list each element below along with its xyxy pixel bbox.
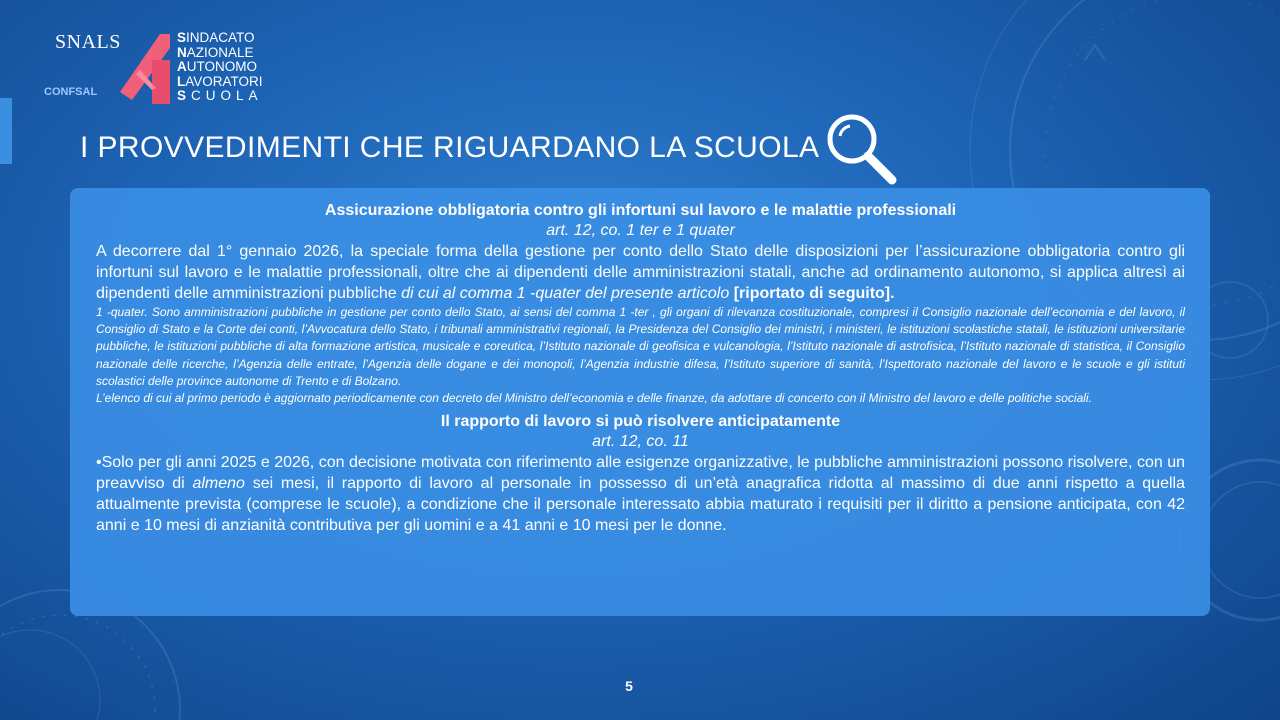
page-number: 5 bbox=[625, 678, 633, 694]
snals-logo bbox=[40, 28, 290, 108]
content-panel bbox=[70, 188, 1210, 616]
logo-word-3: AUTONOMO bbox=[177, 59, 257, 75]
section1-body: A decorrere dal 1° gennaio 2026, la speciale forma della gestione per conto dello Stato delle disposizioni per l’assicurazione obbligatoria contro gli infortuni sul lavoro e le malattie professionali, oltre che ai dipendenti delle amministrazioni statali, anche ad ordinamento autonomo, si applica altresì ai dipendenti delle amministrazioni pubbliche di cui al comma 1 -quater del presente articolo [riportato di seguito]. bbox=[96, 243, 1185, 302]
section2-heading: Il rapporto di lavoro si può risolvere anticipatamente bbox=[440, 413, 841, 431]
section2-reference: art. 12, co. 11 bbox=[592, 433, 689, 451]
logo-snals-text: SNALS bbox=[55, 31, 121, 53]
magnifier-icon bbox=[822, 110, 898, 186]
snals-logo-mark-icon bbox=[112, 30, 180, 106]
section1-quote-update: L’elenco di cui al primo periodo è aggiornato periodicamente con decreto del Ministro dell’economia e delle finanze, da adottare di concerto con il Ministro del lavoro e delle politiche sociali. bbox=[96, 391, 1092, 406]
left-accent-bar bbox=[0, 98, 12, 164]
logo-word-2: NAZIONALE bbox=[177, 44, 254, 60]
logo-acronym-words bbox=[177, 31, 263, 104]
slide-title: I PROVVEDIMENTI CHE RIGUARDANO LA SCUOLA bbox=[80, 131, 820, 164]
logo-confsal-text: CONFSAL bbox=[44, 86, 98, 98]
section1-reference: art. 12, co. 1 ter e 1 quater bbox=[546, 222, 735, 239]
logo-word-1: SINDACATO bbox=[177, 30, 255, 45]
logo-word-4: LAVORATORI bbox=[177, 73, 263, 89]
section1-quote-list: 1 -quater. Sono amministrazioni pubbliche in gestione per conto dello Stato, ai sensi del comma 1 -ter , gli organi di rilevanza costituzionale, compresi il Consiglio nazionale dell’economia e del lavoro, il Consiglio di Stato e la Corte dei conti, l’Avvocatura dello Stato, i tribunali amministrativi regionali, la Presidenza del Consiglio dei ministri, i ministeri, le istituzioni scolastiche statali, le istituzioni universitarie pubbliche, le istituzioni pubbliche di alta formazione artistica, musicale e coreutica, l’Istituto nazionale di geofisica e vulcanologia, l’Istituto nazionale di astrofisica, l’Istituto nazionale di statistica, il Consiglio nazionale delle ricerche, l’Agenzia delle entrate, l’Agenzia delle dogane e dei monopoli, l’Agenzia industrie difesa, l’Istituto superiore di sanità, l’Ispettorato nazionale del lavoro e le scuole e gli istituti scolastici delle province autonome di Trento e di Bolzano. bbox=[96, 305, 1185, 388]
section1-heading: Assicurazione obbligatoria contro gli infortuni sul lavoro e le malattie professionali bbox=[324, 202, 957, 219]
section2-body: •Solo per gli anni 2025 e 2026, con decisione motivata con riferimento alle esigenze organizzative, le pubbliche amministrazioni possono risolvere, con un preavviso di almeno sei mesi, il rapporto di lavoro al personale in possesso di un’età anagrafica ridotta al massimo di due anni rispetto a quella attualmente prevista (comprese le scuole), a condizione che il personale interessato abbia maturato i requisiti per il diritto a pensione anticipata, con 42 anni e 10 mesi di anzianità contributiva per gli uomini e a 41 anni e 10 mesi per le donne. bbox=[96, 454, 1185, 535]
logo-word-5: SCUOLA bbox=[177, 88, 263, 104]
